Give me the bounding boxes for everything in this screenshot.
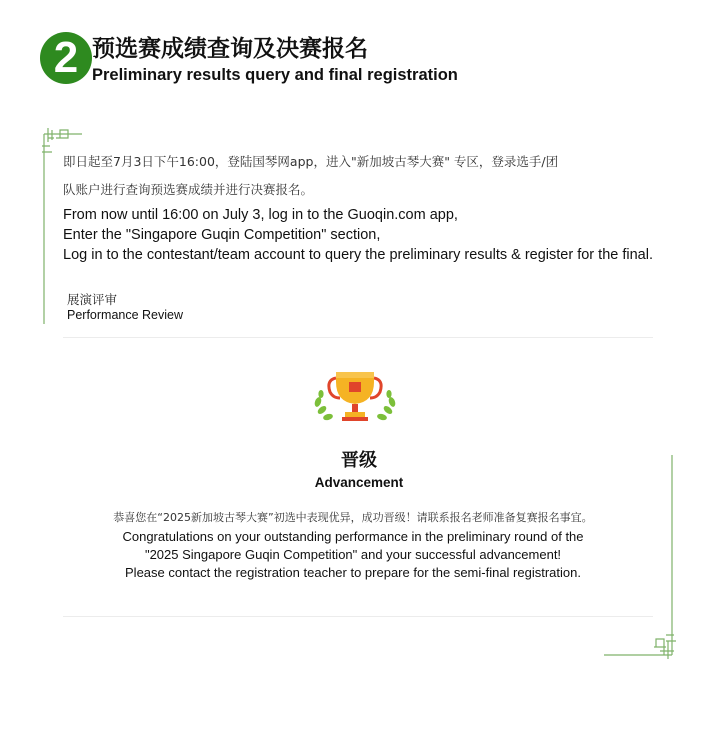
step-number-badge: 2: [40, 32, 92, 84]
instruction-zh-line-1: 即日起至7月3日下午16:00，登陆国琴网app，进入"新加坡古琴大赛" 专区，登录选手/团: [63, 154, 559, 169]
instruction-en-line-2: Enter the "Singapore Guqin Competition" section,: [63, 227, 381, 243]
section-title-zh: 预选赛成绩查询及决赛报名: [92, 36, 368, 62]
instruction-zh-line-2: 队账户进行查询预选赛成绩并进行决赛报名。: [63, 182, 314, 197]
instruction-en-line-1: From now until 16:00 on July 3, log in to the Guoqin.com app,: [63, 207, 458, 223]
instruction-en-line-3: Log in to the contestant/team account to query the preliminary results & register for the final.: [63, 247, 653, 263]
section-title-en: Preliminary results query and final registration: [92, 66, 458, 84]
advancement-title-en: Advancement: [314, 475, 404, 490]
advancement-title-zh: 晋级: [341, 450, 377, 471]
congrats-message-en-line-2: "2025 Singapore Guqin Competition" and your successful advancement!: [144, 547, 562, 562]
divider: [63, 337, 653, 338]
trophy-icon: [312, 366, 398, 426]
review-label-en: Performance Review: [67, 308, 184, 322]
congrats-message-en-line-1: Congratulations on your outstanding performance in the preliminary round of the: [122, 529, 584, 544]
congrats-message-zh: 恭喜您在“2025新加坡古琴大赛”初选中表现优异，成功晋级！请联系报名老师准备复赛报名事宜。: [113, 511, 593, 524]
congrats-message-en-line-3: Please contact the registration teacher to prepare for the semi-final registration.: [125, 565, 581, 580]
divider: [63, 616, 653, 617]
review-label-zh: 展演评审: [67, 292, 118, 307]
